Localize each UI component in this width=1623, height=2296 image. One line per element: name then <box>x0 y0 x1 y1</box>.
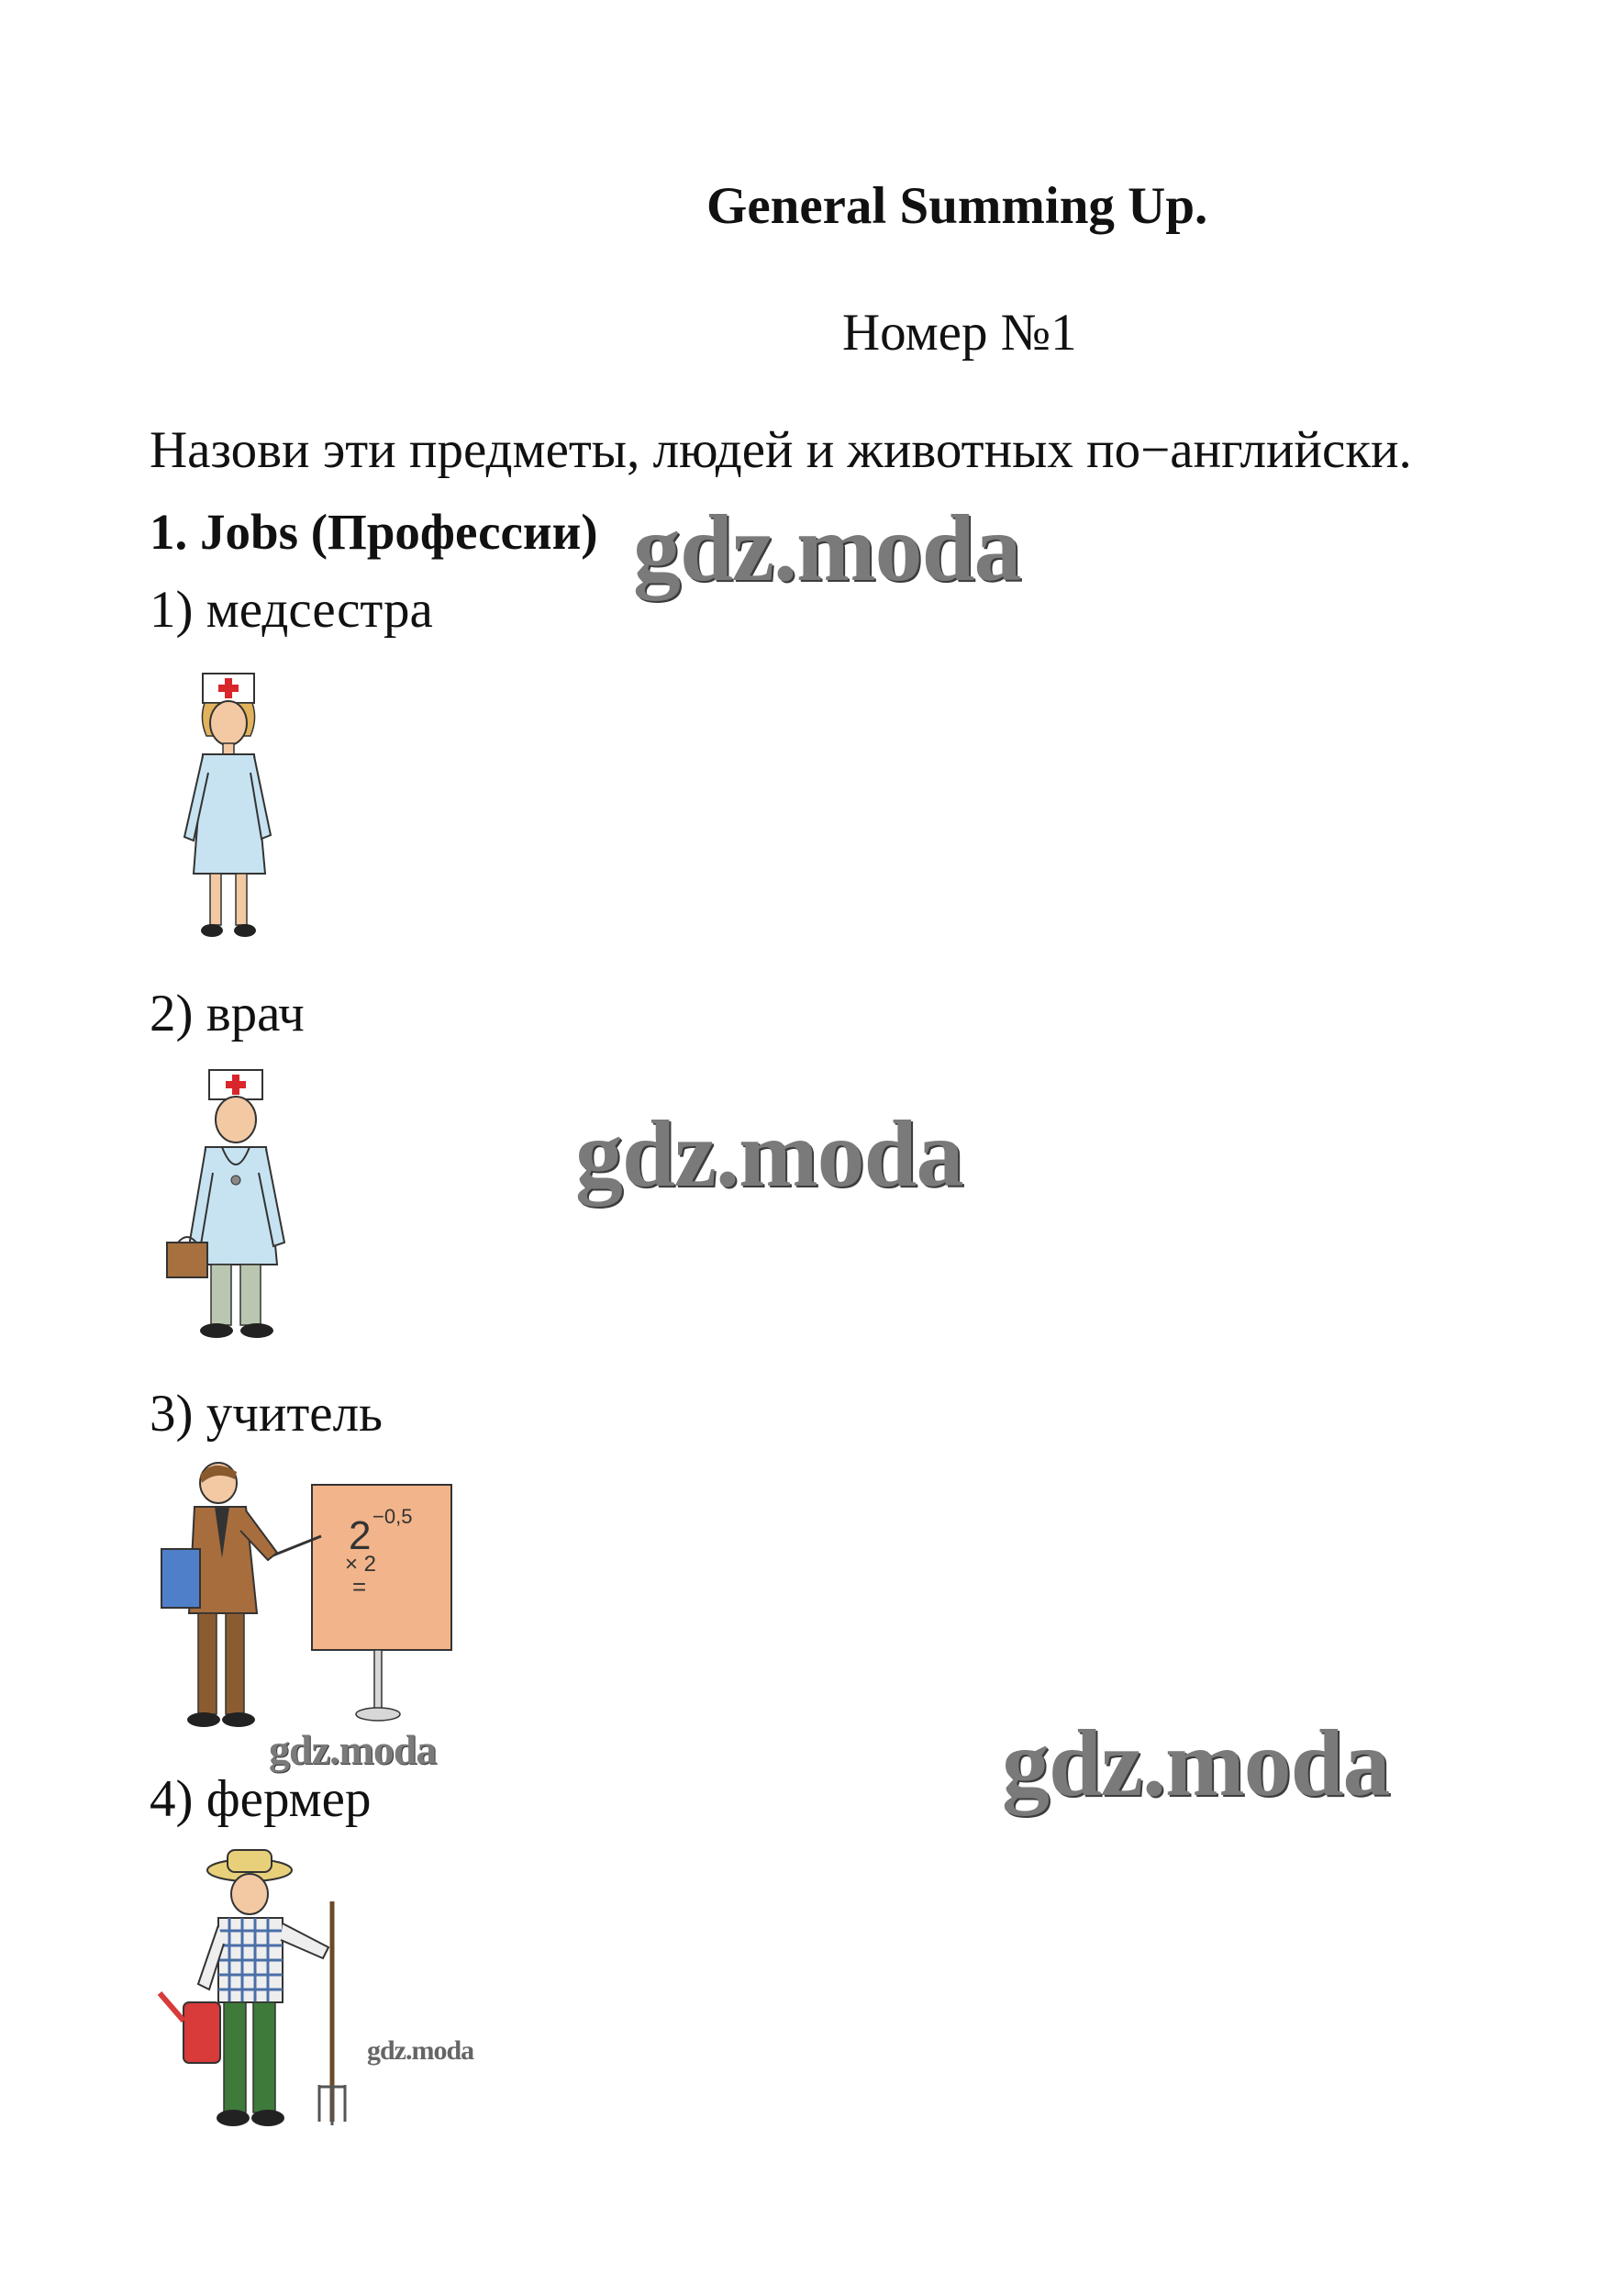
watermark: gdz.moda <box>367 2035 474 2066</box>
item-label-farmer: 4) фермер <box>150 1770 372 1828</box>
board-multiplier: × 2 <box>345 1552 377 1577</box>
instruction-text: Назови эти предметы, людей и животных по−английски. <box>150 421 1412 479</box>
teacher-figure-icon <box>158 1457 470 1742</box>
board-number: 2 <box>349 1513 372 1558</box>
section-heading: 1. Jobs (Профессии) <box>150 504 598 560</box>
watermark: gdz.moda <box>269 1726 437 1773</box>
watermark: gdz.moda <box>1002 1711 1390 1816</box>
page-title: General Summing Up. <box>706 177 1208 235</box>
item-label-doctor: 2) врач <box>150 985 305 1042</box>
farmer-figure-icon <box>158 1846 360 2140</box>
item-label-nurse: 1) медсестра <box>150 581 433 639</box>
watermark: gdz.moda <box>575 1101 963 1207</box>
item-label-teacher: 3) учитель <box>150 1385 384 1443</box>
doctor-figure-icon <box>158 1063 305 1347</box>
nurse-figure-icon <box>170 663 289 947</box>
watermark: gdz.moda <box>633 496 1021 601</box>
page-subtitle: Номер №1 <box>842 304 1077 362</box>
board-exponent: −0,5 <box>372 1505 413 1528</box>
board-equals: = <box>352 1573 367 1600</box>
